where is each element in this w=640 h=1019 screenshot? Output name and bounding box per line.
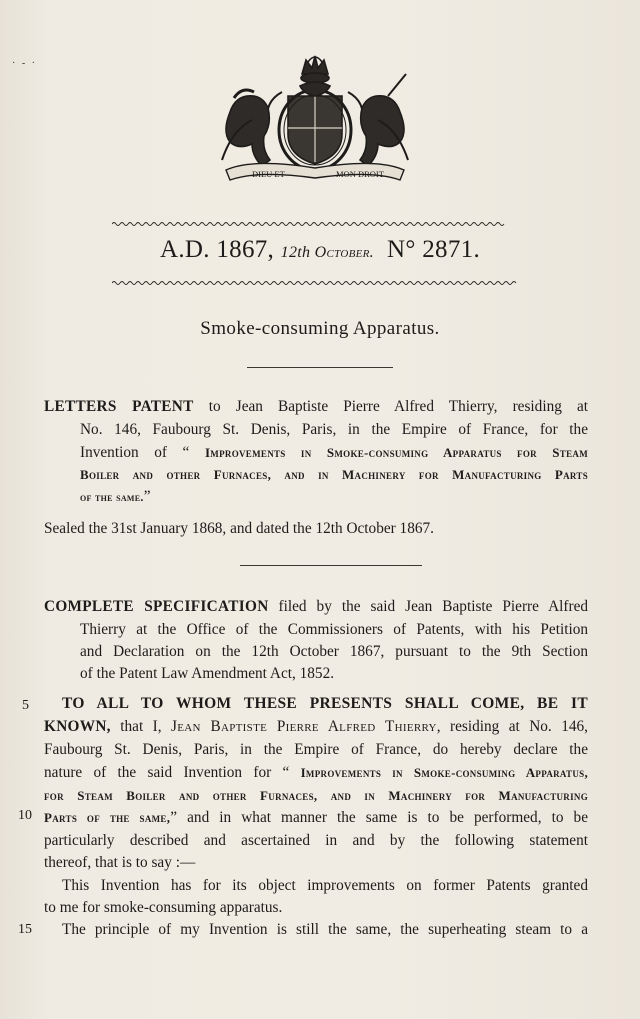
spec-line: COMPLETE SPECIFICATION filed by the said Jean Baptiste Pierre Alfred <box>44 598 589 615</box>
body-line: This Invention has for its object improvements on former Patents granted <box>62 877 588 894</box>
royal-crest-icon <box>212 52 418 188</box>
body-line: The principle of my Invention is still the same, the superheating steam to a <box>62 921 588 938</box>
letters-patent-lead: LETTERS PATENT <box>44 398 194 415</box>
heading-date-month: October. <box>314 244 374 261</box>
spec-line: of the Patent Law Amendment Act, 1852. <box>80 665 335 682</box>
crest-motto-right: MON DROIT <box>336 169 384 179</box>
spec-lead: COMPLETE SPECIFICATION <box>44 598 269 615</box>
divider-rule <box>247 367 393 368</box>
body-line: Parts of the same,” and in what manner the same is to be performed, to be <box>44 809 588 826</box>
sealed-line: Sealed the 31st January 1868, and dated the 12th October 1867. <box>44 520 434 537</box>
body-line: for Steam Boiler and other Furnaces, and in Machinery for Manufacturing <box>44 788 588 803</box>
body-line: nature of the said Invention for “ Improvements in Smoke-consuming Apparatus, <box>44 764 589 781</box>
body-line: Faubourg St. Denis, Paris, in the Empire of France, do hereby declare the <box>44 741 588 758</box>
crest-motto-left: DIEU ET <box>252 169 285 179</box>
body-line: KNOWN, that I, Jean Baptiste Pierre Alfred Thierry, residing at No. 146, <box>44 718 588 735</box>
letters-patent-line: LETTERS PATENT to Jean Baptiste Pierre Alfred Thierry, residing at <box>44 398 589 415</box>
spec-line: Thierry at the Office of the Commissioners of Patents, with his Petition <box>80 621 588 638</box>
line-number: 5 <box>22 698 29 713</box>
body-line: particularly described and ascertained in and by the following statement <box>44 832 588 849</box>
letters-patent-line: Invention of “ Improvements in Smoke-consuming Apparatus for Steam <box>80 444 588 461</box>
line-number: 15 <box>18 922 32 937</box>
patent-title: Smoke-consuming Apparatus. <box>200 318 440 339</box>
spec-line: and Declaration on the 12th October 1867, pursuant to the 9th Section <box>80 643 588 660</box>
line-number: 10 <box>18 808 32 823</box>
wavy-rule-bottom <box>112 279 520 287</box>
body-line: to me for smoke-consuming apparatus. <box>44 899 283 916</box>
body-line: TO ALL TO WHOM THESE PRESENTS SHALL COME, BE IT <box>62 695 588 712</box>
wavy-rule-top <box>112 220 520 228</box>
letters-patent-line: of the same.” <box>80 488 151 505</box>
divider-rule <box>240 565 422 566</box>
letters-patent-line: Boiler and other Furnaces, and in Machinery for Manufacturing Parts <box>80 467 588 482</box>
heading-date-day: 12th <box>280 244 311 261</box>
heading-patent-number: N° 2871. <box>387 236 480 263</box>
body-line: thereof, that is to say :— <box>44 854 196 871</box>
heading-date <box>281 244 374 261</box>
page-specks: · ‑ · <box>12 58 37 69</box>
letters-patent-line: No. 146, Faubourg St. Denis, Paris, in the Empire of France, for the <box>80 421 588 438</box>
heading-ad-year: A.D. 1867, <box>159 236 275 263</box>
patent-heading <box>0 236 640 264</box>
